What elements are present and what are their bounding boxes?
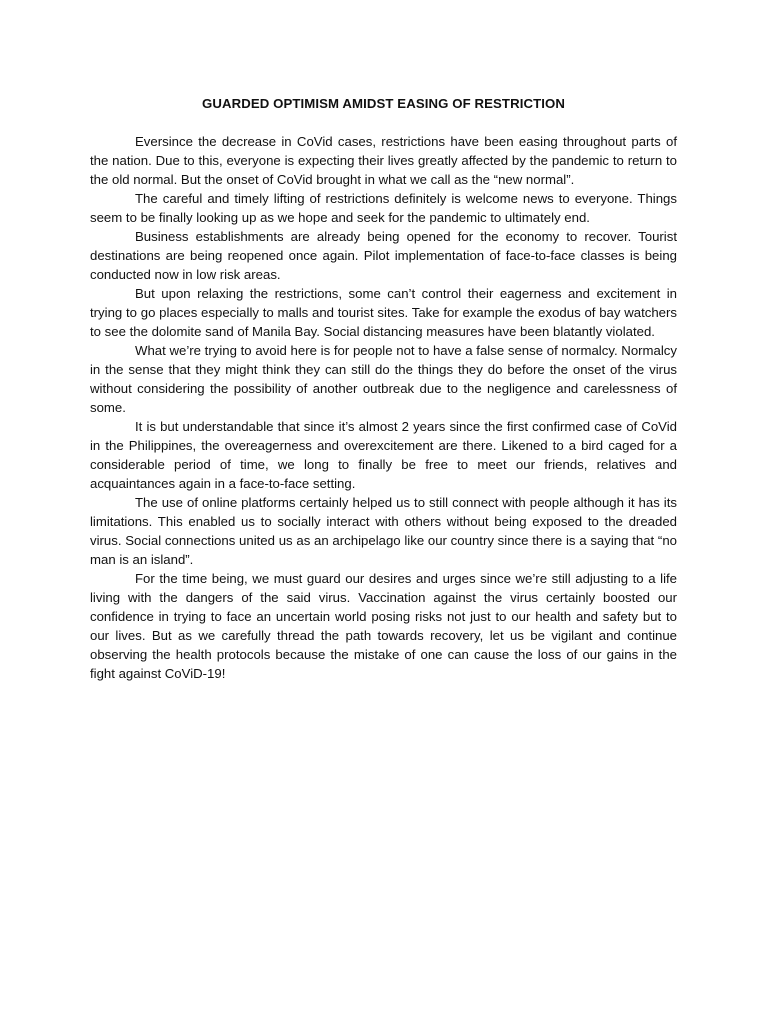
paragraph-5: What we’re trying to avoid here is for people not to have a false sense of normalcy. Normalcy in the sense that they might think they can still do the things they do before the onset of the virus without considering the possibility of another outbreak due to the negligence and carelessness of some. [90,343,677,415]
paragraph-6: It is but understandable that since it’s almost 2 years since the first confirmed case of CoVid in the Philippines, the overeagerness and overexcitement are there. Likened to a bird caged for a considerable period of time, we long to finally be free to meet our friends, relatives and acquaintances again in a face-to-face setting. [90,419,677,491]
paragraph-8: For the time being, we must guard our desires and urges since we’re still adjusting to a life living with the dangers of the said virus. Vaccination against the virus certainly boosted our confidence in trying to face an uncertain world posing risks not just to our health and safety but to our lives. But as we carefully thread the path towards recovery, let us be vigilant and continue observing the health protocols because the mistake of one can cause the loss of our gains in the fight against CoViD-19! [90,571,677,681]
paragraph-7: The use of online platforms certainly helped us to still connect with people although it has its limitations. This enabled us to socially interact with others without being exposed to the dreaded virus. Social connections united us as an archipelago like our country since there is a saying that “no man is an island”. [90,495,677,567]
paragraph-1: Eversince the decrease in CoVid cases, restrictions have been easing throughout parts of the nation. Due to this, everyone is expecting their lives greatly affected by the pandemic to return to the old normal. But the onset of CoVid brought in what we call as the “new normal”. [90,134,677,187]
paragraph-2: The careful and timely lifting of restrictions definitely is welcome news to everyone. Things seem to be finally looking up as we hope and seek for the pandemic to ultimately end. [90,191,677,225]
paragraph-4: But upon relaxing the restrictions, some can’t control their eagerness and excitement in trying to go places especially to malls and tourist sites. Take for example the exodus of bay watchers to see the dolomite sand of Manila Bay. Social distancing measures have been blatantly violated. [90,286,677,339]
paragraph-3: Business establishments are already being opened for the economy to recover. Tourist destinations are being reopened once again. Pilot implementation of face-to-face classes is being conducted now in low risk areas. [90,229,677,282]
document-page [90,94,677,683]
document-title: GUARDED OPTIMISM AMIDST EASING OF RESTRICTION [201,96,565,111]
